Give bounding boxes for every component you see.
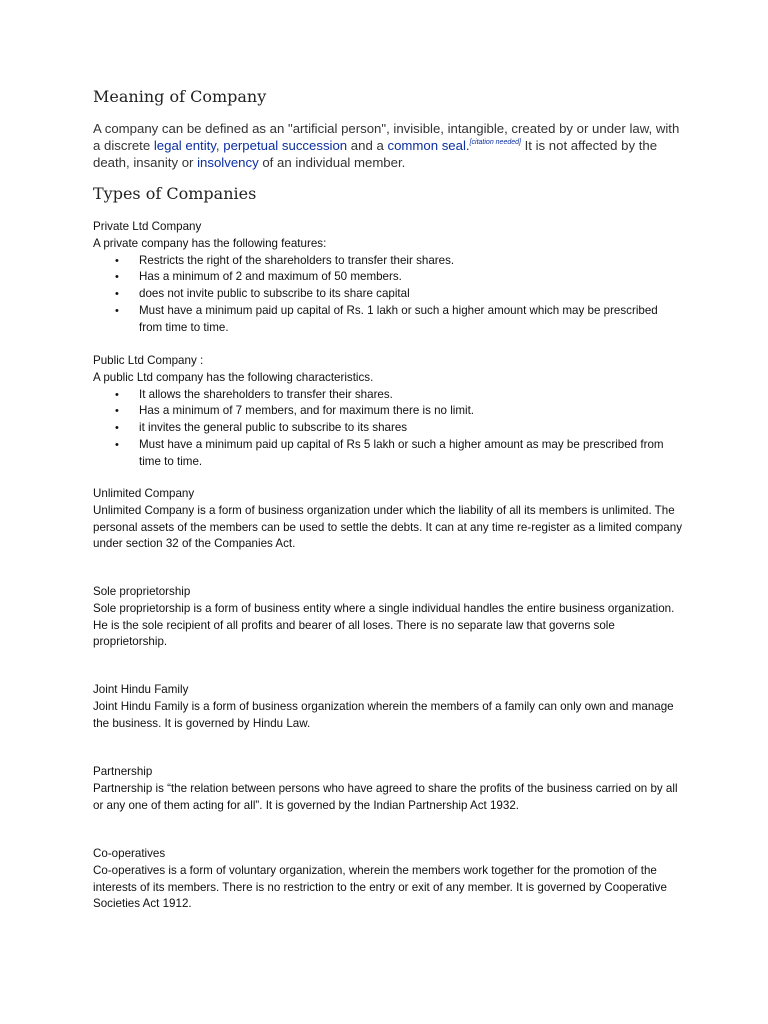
list-item bbox=[93, 269, 683, 286]
list-item-text: Restricts the right of the shareholders to transfer their shares. bbox=[139, 253, 455, 267]
bullet-icon: • bbox=[115, 254, 119, 267]
citation-needed-note[interactable]: [citation needed] bbox=[469, 139, 521, 146]
list-item-text: does not invite public to subscribe to its share capital bbox=[139, 287, 410, 301]
link-legal-entity[interactable]: legal entity bbox=[153, 138, 216, 153]
section-intro: A public Ltd company has the following characteristics. bbox=[93, 370, 374, 384]
list-item-text: Has a minimum of 2 and maximum of 50 members. bbox=[139, 270, 402, 284]
definition-text-1: A company can be defined as an "artificial person", invisible, intangible, created by or under law, with a discrete bbox=[93, 121, 680, 153]
section-intro: A private company has the following features: bbox=[93, 236, 327, 250]
section-title: Co-operatives bbox=[93, 847, 166, 860]
list-item-text: Has a minimum of 7 members, and for maximum there is no limit. bbox=[139, 404, 475, 418]
definition-text-3: of an individual member. bbox=[258, 155, 406, 170]
list-item-text: It allows the shareholders to transfer their shares. bbox=[139, 387, 393, 401]
section-title: Joint Hindu Family bbox=[93, 683, 189, 696]
list-item bbox=[93, 387, 683, 404]
section-private-ltd-company bbox=[93, 219, 683, 337]
list-item bbox=[93, 420, 683, 437]
section-title: Partnership bbox=[93, 765, 153, 778]
section-title: Sole proprietorship bbox=[93, 585, 191, 598]
definition-text-2: It is not affected by the death, insanity or bbox=[93, 138, 658, 170]
link-perpetual-succession[interactable]: perpetual succession bbox=[223, 138, 348, 153]
section-text: Co-operatives is a form of voluntary organization, wherein the members work together for the promotion of the interests of its members. There is no restriction to the entry or exit of any member. It is governed by Cooperative Societies Act 1912. bbox=[93, 863, 667, 911]
section-text: Partnership is “the relation between persons who have agreed to share the profits of the business carried on by all or any one of them acting for all”. It is governed by the Indian Partnership Act 1932. bbox=[93, 781, 678, 812]
link-insolvency[interactable]: insolvency bbox=[197, 155, 259, 170]
bullet-icon: • bbox=[115, 304, 119, 317]
bullet-icon: • bbox=[115, 405, 119, 418]
section-public-ltd-company bbox=[93, 353, 683, 471]
bullet-icon: • bbox=[115, 388, 119, 401]
section-text: Joint Hindu Family is a form of business organization wherein the members of a family can only own and manage the business. It is governed by Hindu Law. bbox=[93, 699, 674, 730]
section-title: Unlimited Company bbox=[93, 487, 195, 500]
definition-sep-2: and a bbox=[347, 138, 388, 153]
list-item-text: Must have a minimum paid up capital of Rs 5 lakh or such a higher amount as may be prescribed from time to time. bbox=[139, 437, 664, 468]
list-item bbox=[93, 286, 683, 303]
section-unlimited-company bbox=[93, 486, 683, 553]
section-joint-hindu-family bbox=[93, 682, 683, 732]
bullet-icon: • bbox=[115, 438, 119, 451]
section-text: Sole proprietorship is a form of business entity where a single individual handles the entire business organization. He is the sole recipient of all profits and bearer of all loses. There is no separate law that governs sole proprietorship. bbox=[93, 601, 675, 649]
section-title: Public Ltd Company : bbox=[93, 354, 204, 367]
bullet-icon: • bbox=[115, 288, 119, 301]
feature-list bbox=[93, 253, 683, 337]
link-common-seal[interactable]: common seal bbox=[387, 138, 466, 153]
list-item-text: Must have a minimum paid up capital of Rs. 1 lakh or such a higher amount which may be prescribed from time to time. bbox=[139, 303, 658, 334]
definition-sep-1: , bbox=[215, 138, 224, 153]
list-item bbox=[93, 253, 683, 270]
definition-sep-3: . bbox=[465, 138, 470, 153]
bullet-icon: • bbox=[115, 422, 119, 435]
section-co-operatives bbox=[93, 846, 683, 913]
bullet-icon: • bbox=[115, 271, 119, 284]
section-sole-proprietorship bbox=[93, 584, 683, 651]
list-item bbox=[93, 437, 683, 471]
heading-meaning-of-company: Meaning of Company bbox=[93, 87, 267, 106]
section-title: Private Ltd Company bbox=[93, 220, 202, 233]
list-item-text: it invites the general public to subscribe to its shares bbox=[139, 421, 408, 435]
feature-list bbox=[93, 387, 683, 471]
heading-types-of-companies: Types of Companies bbox=[93, 184, 257, 203]
list-item bbox=[93, 403, 683, 420]
section-text: Unlimited Company is a form of business organization under which the liability of all its members is unlimited. The personal assets of the members can be used to settle the debts. It can at any time re-register as a limited company under section 32 of the Companies Act. bbox=[93, 503, 682, 551]
list-item bbox=[93, 303, 683, 337]
company-definition-paragraph bbox=[93, 120, 683, 171]
section-partnership bbox=[93, 764, 683, 814]
